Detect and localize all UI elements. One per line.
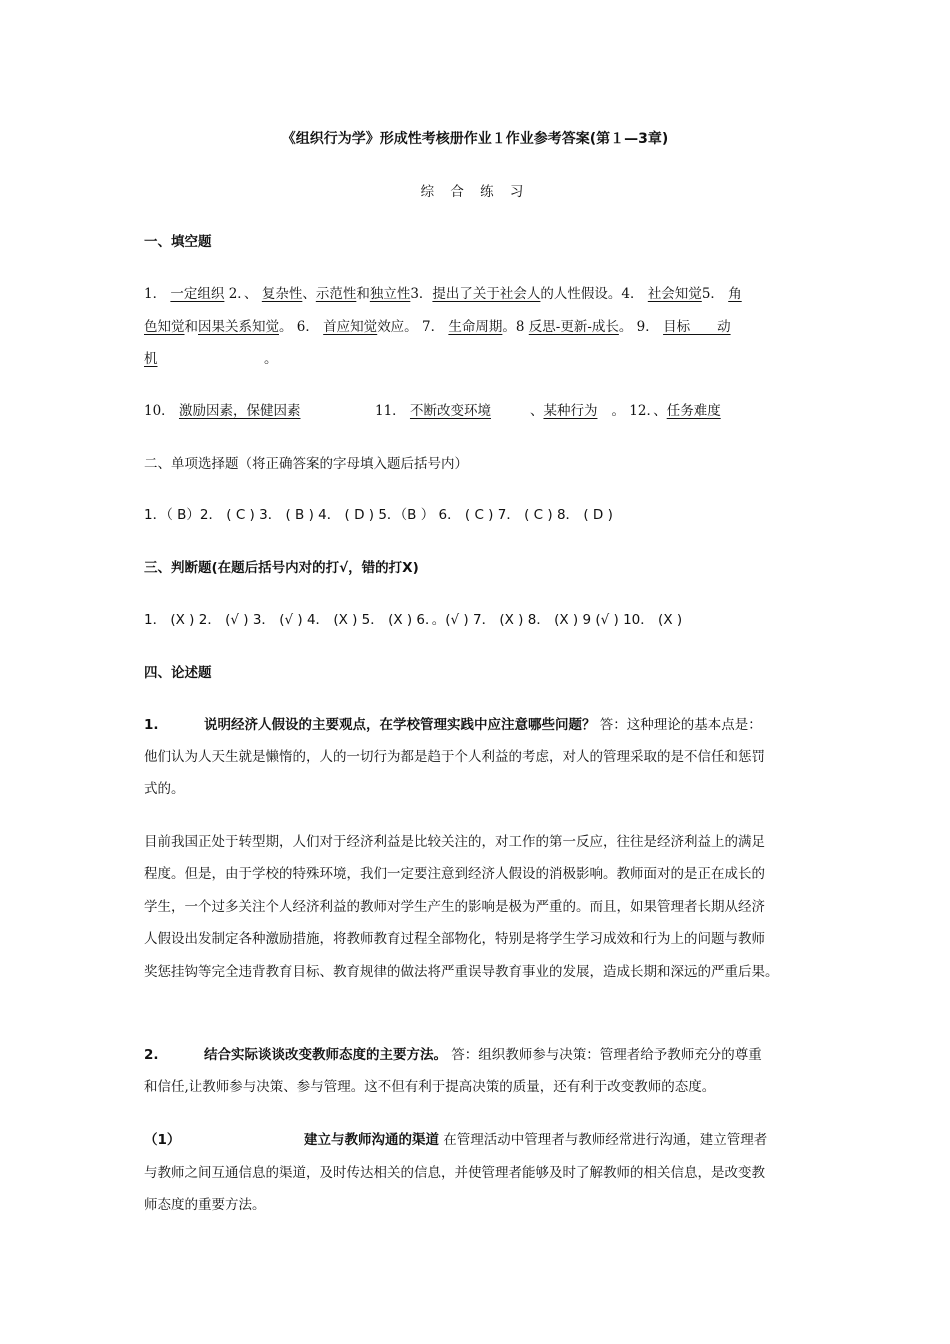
essay-q2-line-2: 和信任,让教师参与决策、参与管理。这不但有利于提高决策的质量，还有利于改变教师的态度。 — [144, 1079, 716, 1095]
answer-blank: 独立性 — [369, 286, 411, 302]
q-number: 11． — [374, 403, 406, 419]
fill-line-3 — [144, 349, 278, 369]
essay-q2-line-1 — [144, 1045, 762, 1065]
question-number: 1. — [144, 717, 159, 733]
answer-text: 答：组织教师参与决策：管理者给予教师充分的尊重 — [451, 1047, 762, 1063]
answer-blank: 目标 动 — [663, 319, 731, 335]
q-number: 1． — [144, 286, 167, 302]
fill-heading: 一、填空题 — [144, 234, 212, 250]
answer-blank: 反思-更新-成长 — [528, 319, 619, 335]
plain-text: 。 12．、 — [611, 403, 667, 419]
essay-item1-line-2: 与教师之间互通信息的渠道，及时传达相关的信息，并使管理者能够及时了解教师的相关信息，是改变教 — [144, 1165, 765, 1181]
single-choice-heading: 二、单项选择题（将正确答案的字母填入题后括号内） — [144, 456, 468, 472]
separator: 和 — [356, 286, 370, 302]
essay-q1-line-2: 他们认为人天生就是懒惰的，人的一切行为都是趋于个人利益的考虑，对人的管理采取的是不信任和惩罚 — [144, 749, 765, 765]
q-number: 2．、 — [228, 286, 258, 302]
answer-blank: 社会知觉 — [647, 286, 702, 302]
essay-paragraph-line: 程度。但是，由于学校的特殊环境，我们一定要注意到经济人假设的消极影响。教师面对的是正在成长的 — [144, 866, 765, 882]
answer-blank: 色知觉 — [144, 319, 185, 335]
q-number: 10． — [144, 403, 175, 419]
item-title: 建立与教师沟通的渠道 — [304, 1132, 439, 1148]
question-number: 2. — [144, 1047, 159, 1063]
essay-q1-line-1 — [144, 715, 762, 735]
essay-heading: 四、论述题 — [144, 665, 212, 681]
answer-blank: 因果关系知觉 — [198, 319, 279, 335]
answer-blank: 某种行为 — [543, 403, 598, 419]
question-text: 说明经济人假设的主要观点，在学校管理实践中应注意哪些问题？ — [204, 717, 596, 733]
answer-blank: 任务难度 — [666, 403, 721, 419]
answer-blank: 复杂性 — [261, 286, 303, 302]
answer-blank: 一定组织 — [170, 286, 225, 302]
answer-blank: 角 — [728, 286, 742, 302]
fill-line-1 — [144, 284, 742, 304]
essay-item1-line-1 — [144, 1130, 767, 1150]
document-subtitle: 综 合 练 习 — [420, 184, 530, 200]
separator: 、 — [302, 286, 316, 302]
answer-blank: 首应知觉 — [323, 319, 378, 335]
essay-paragraph-line: 人假设出发制定各种激励措施，将教师教育过程全部物化，特别是将学生学习成效和行为上的问题与教师 — [144, 931, 765, 947]
essay-paragraph-line: 奖惩挂钩等完全违背教育目标、教育规律的做法将严重误导教育事业的发展，造成长期和深远的严重后果。 — [144, 964, 779, 980]
separator: 、 — [529, 403, 544, 419]
plain-text: 。 — [264, 351, 278, 367]
document-title: 《组织行为学》形成性考核册作业１作业参考答案(第１—3章) — [281, 131, 669, 147]
judge-answers: 1． (X ) 2． (√ ) 3． (√ ) 4． (X ) 5． (X ) 6．。(√ ) 7． (X ) 8． (X ) 9 (√ ) 10． (X ) — [144, 612, 683, 628]
plain-text: 。 9． — [618, 319, 659, 335]
fill-line-4 — [144, 401, 721, 421]
essay-paragraph-line: 学生，一个过多关注个人经济利益的教师对学生产生的影响是极为严重的。而且，如果管理者长期从经济 — [144, 899, 765, 915]
q-number: 3． — [410, 286, 433, 302]
judge-heading: 三、判断题(在题后括号内对的打√，错的打X) — [144, 560, 419, 576]
answer-text: 答：这种理论的基本点是： — [599, 717, 762, 733]
item-text: 在管理活动中管理者与教师经常进行沟通，建立管理者 — [443, 1132, 768, 1148]
answer-blank: 提出了关于社会人 — [432, 286, 541, 302]
q-number: 5． — [701, 286, 724, 302]
plain-text: 。8 — [502, 319, 525, 335]
question-text: 结合实际谈谈改变教师态度的主要方法。 — [204, 1047, 447, 1063]
fill-line-2 — [144, 317, 731, 337]
plain-text: 效应。 7． — [377, 319, 445, 335]
essay-q1-line-3: 式的。 — [144, 781, 185, 797]
answer-blank: 示范性 — [315, 286, 357, 302]
answer-blank: 激励因素，保健因素 — [178, 403, 301, 419]
single-choice-answers: 1．（ B）2． ( C ) 3． ( B ) 4． ( D ) 5．（B ） 6． ( C ) 7． ( C ) 8． ( D ) — [144, 507, 613, 523]
plain-text: 的人性假设。4． — [540, 286, 644, 302]
answer-blank: 生命周期 — [448, 319, 503, 335]
answer-blank: 不断改变环境 — [409, 403, 491, 419]
answer-blank: 机 — [144, 351, 158, 367]
essay-paragraph-line: 目前我国正处于转型期，人们对于经济利益是比较关注的，对工作的第一反应，往往是经济利益上的满足 — [144, 834, 765, 850]
essay-item1-line-3: 师态度的重要方法。 — [144, 1197, 266, 1213]
separator: 和 — [184, 319, 198, 335]
item-number: （1） — [144, 1132, 181, 1148]
plain-text: 。 6． — [279, 319, 319, 335]
